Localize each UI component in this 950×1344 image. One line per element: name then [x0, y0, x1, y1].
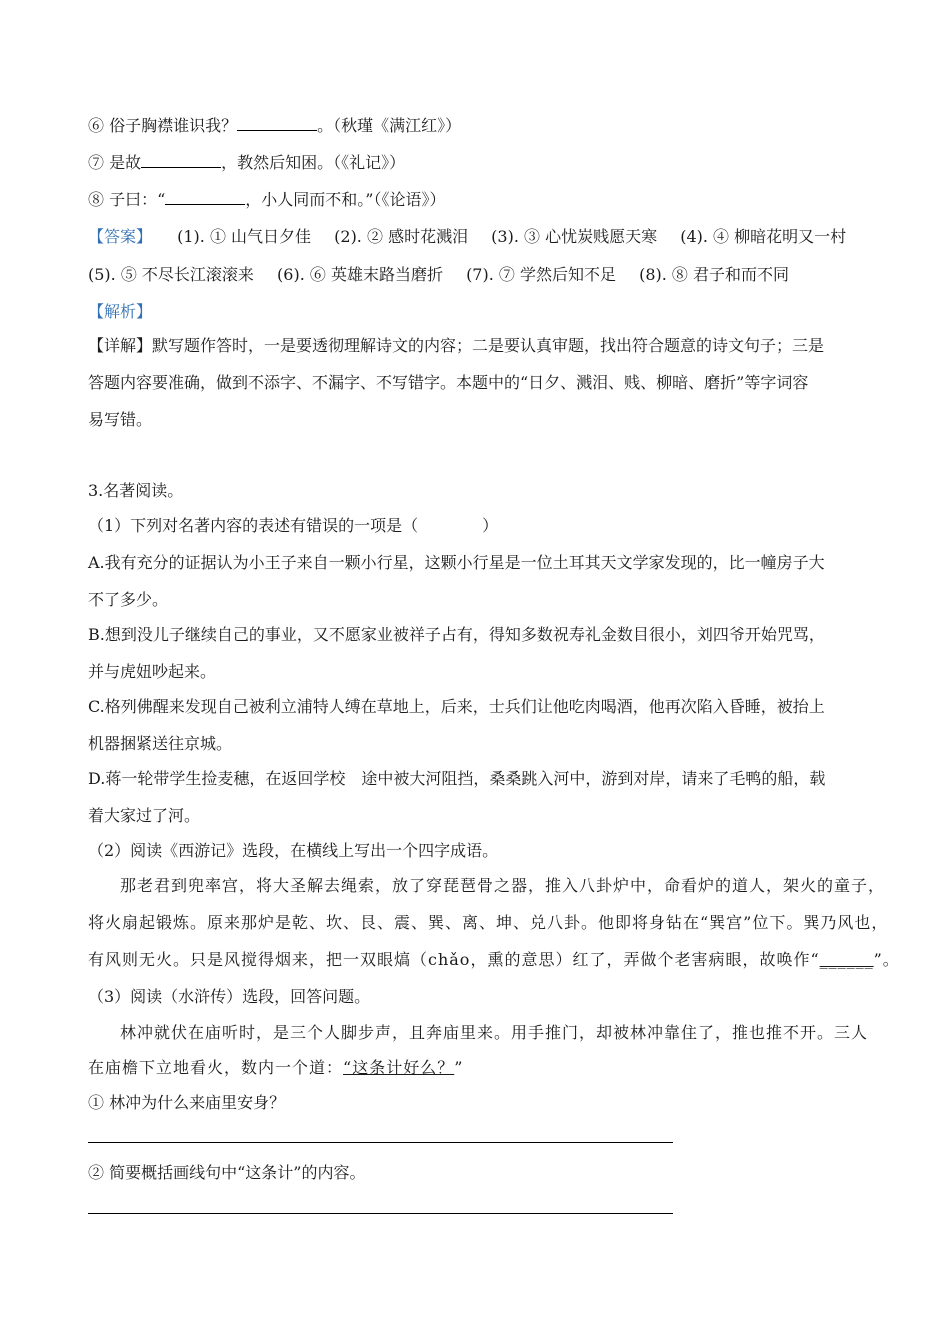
option-a[interactable]: A.我有充分的证据认为小王子来自一颗小行星，这颗小行星是一位土耳其天文学家发现的，比一幢房子大: [88, 553, 825, 572]
xiyou-passage-last: 有风则无火。只是风搅得烟来，把一双眼熇（chǎo，熏的意思）红了，弄做个老害病眼，故唤作“______”。: [88, 950, 900, 969]
answer-item: (2). ② 感时花溅泪: [334, 227, 469, 246]
answer-line[interactable]: [88, 1213, 673, 1214]
xiyou-passage: 那老君到兜率宫，将大圣解去绳索，放了穿琵琶骨之器，推入八卦炉中，命看炉的道人，架火的童子，: [120, 876, 886, 895]
answer-line-2: [88, 265, 789, 285]
answer-line-1: [88, 227, 846, 247]
answer-item: (3). ③ 心忧炭贱愿天寒: [491, 227, 658, 246]
underlined-sentence: “这条计好么？: [343, 1058, 455, 1077]
answer-blank[interactable]: [237, 116, 317, 131]
answer-item: (8). ⑧ 君子和而不同: [639, 265, 790, 284]
fill-line-7: ⑦ 是故 ，教然后知困。（《礼记》）: [88, 153, 406, 172]
answer-item: (1). ① 山气日夕佳: [177, 227, 312, 246]
analysis-tag: 【解析】: [88, 302, 153, 321]
question-a: ① 林冲为什么来庙里安身？: [88, 1093, 286, 1112]
answer-item: (4). ④ 柳暗花明又一村: [680, 227, 847, 246]
option-d-cont: 着大家过了河。: [88, 806, 201, 825]
question-title: 3.名著阅读。: [88, 481, 184, 500]
answer-blank[interactable]: [141, 153, 221, 168]
answer-item: (6). ⑥ 英雄末路当磨折: [277, 265, 443, 284]
option-b-cont: 并与虎妞吵起来。: [88, 662, 217, 681]
xiyou-passage: 将火扇起锻炼。原来那炉是乾、坎、艮、震、巽、离、坤、兑八卦。他即将身钻在“巽宫”位下。巽乃风也，: [88, 913, 889, 932]
option-d[interactable]: D.蒋一轮带学生捡麦穗，在返回学校 途中被大河阻挡，桑桑跳入河中，游到对岸，请来了毛鸭的船，载: [88, 769, 826, 788]
shuihu-passage: 林冲就伏在庙听时，是三个人脚步声，且奔庙里来。用手推门，却被林冲靠住了，推也推不开。三人: [120, 1023, 869, 1042]
fill-line-8: ⑧ 子曰：“ ，小人同而不和。”（《论语》）: [88, 190, 446, 209]
answer-item: (5). ⑤ 不尽长江滚滚来: [88, 265, 254, 284]
answer-item: (7). ⑦ 学然后知不足: [466, 265, 616, 284]
sub-question-2: （2）阅读《西游记》选段，在横线上写出一个四字成语。: [88, 841, 499, 860]
answer-blank[interactable]: [165, 190, 245, 205]
sub-question-3: （3）阅读（水浒传）选段，回答问题。: [88, 987, 371, 1006]
analysis-line: 答题内容要准确，做到不添字、不漏字、不写错字。本题中的“日夕、溅泪、贱、柳暗、磨折”等字词容: [88, 373, 809, 392]
question-b: ② 简要概括画线句中“这条计”的内容。: [88, 1163, 366, 1182]
answer-line[interactable]: [88, 1142, 673, 1143]
analysis-line: 易写错。: [88, 410, 153, 429]
option-b[interactable]: B.想到没儿子继续自己的事业，又不愿家业被祥子占有，得知多数祝寿礼金数目很小，刘四爷开始咒骂，: [88, 625, 825, 644]
option-c[interactable]: C.格列佛醒来发现自己被利立浦特人缚在草地上，后来，士兵们让他吃肉喝酒，他再次陷入昏睡，被抬上: [88, 697, 825, 716]
option-a-cont: 不了多少。: [88, 590, 169, 609]
idiom-blank[interactable]: ______: [819, 950, 874, 969]
shuihu-passage-2: 在庙檐下立地看火，数内一个道：“这条计好么？”: [88, 1058, 464, 1077]
option-c-cont: 机器捆紧送往京城。: [88, 734, 233, 753]
sub-question-1: （1）下列对名著内容的表述有错误的一项是（ ）: [88, 516, 499, 535]
fill-line-6: ⑥ 俗子胸襟谁识我？ 。（秋瑾《满江红》）: [88, 116, 462, 135]
analysis-line: 【详解】默写题作答时，一是要透彻理解诗文的内容；二是要认真审题，找出符合题意的诗文句子；三是: [88, 336, 825, 355]
answer-tag: 【答案】: [88, 227, 153, 246]
